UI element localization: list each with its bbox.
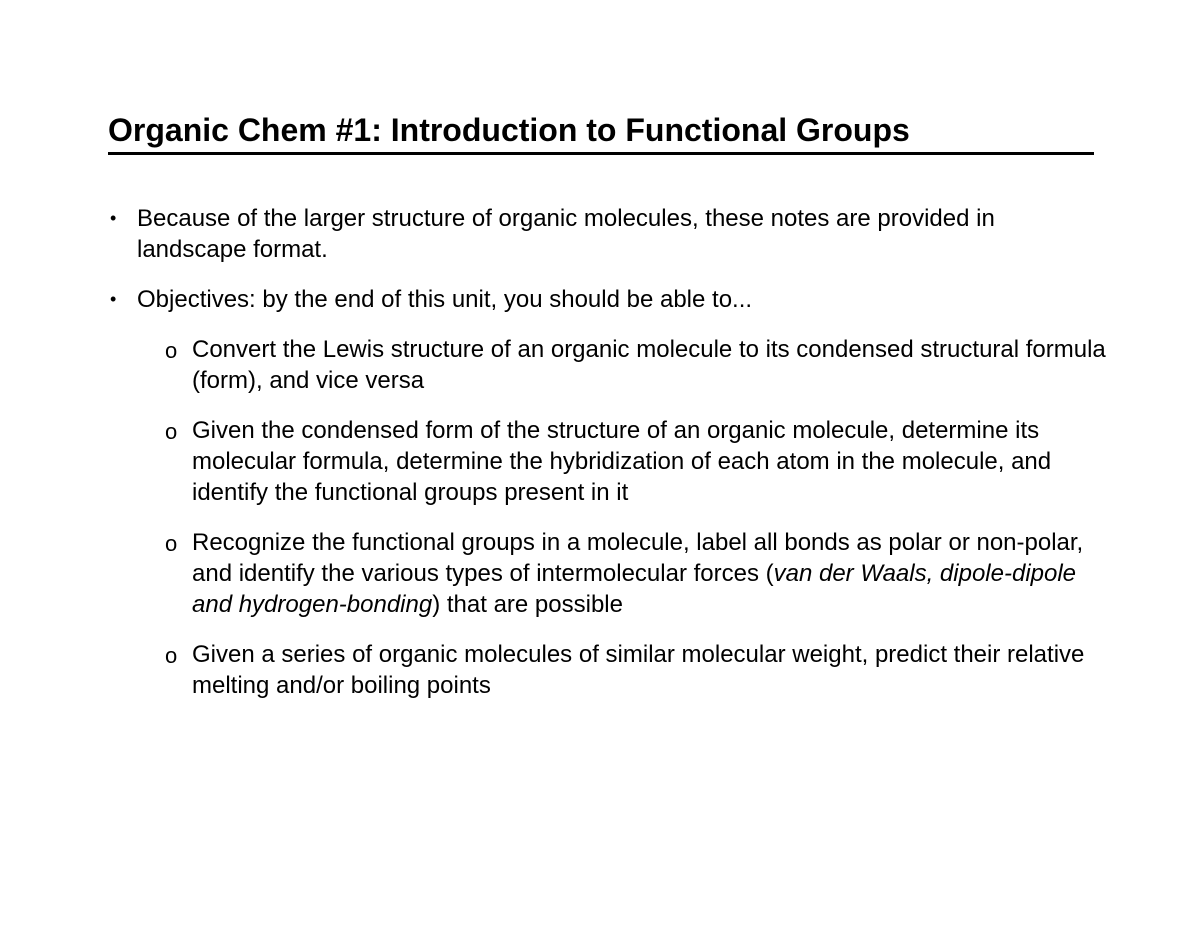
objective-text-italic: van der Waals, dipole-dipole and hydrogen-bonding: [192, 560, 1077, 618]
page-title: Organic Chem #1: Introduction to Functional Groups: [108, 112, 910, 148]
bullet-marker: •: [110, 289, 117, 309]
sub-bullet-marker: o: [165, 338, 178, 363]
objective-text: Given the condensed form of the structure of an organic molecule, determine its molecular formula, determine the hybridization of each atom in the molecule, and identify the functional groups present in it: [192, 417, 1052, 506]
objective-text: Given a series of organic molecules of similar molecular weight, predict their relative melting and/or boiling points: [192, 641, 1085, 699]
objective-text-before: Recognize the functional groups in a molecule, label all bonds as polar or non-polar, and identify the various types of intermolecular forces (: [192, 529, 1084, 587]
bullet-text: Objectives: by the end of this unit, you should be able to...: [137, 286, 753, 313]
objective-item: [108, 415, 1108, 508]
objectives-list: [108, 334, 1108, 701]
notes-content: [108, 203, 1108, 720]
objective-text-after: ) that are possible: [432, 591, 623, 618]
bullet-text: Because of the larger structure of organic molecules, these notes are provided in landscape format.: [137, 205, 995, 263]
objective-text: Convert the Lewis structure of an organic molecule to its condensed structural formula (form), and vice versa: [192, 336, 1106, 394]
bullet-objectives: [108, 284, 1108, 315]
sub-bullet-marker: o: [165, 643, 178, 668]
sub-bullet-marker: o: [165, 531, 178, 556]
sub-bullet-marker: o: [165, 419, 178, 444]
bullet-landscape-note: [108, 203, 1108, 265]
objective-item: [108, 527, 1108, 620]
bullet-marker: •: [110, 208, 117, 228]
objective-text: [192, 529, 1083, 618]
objective-item: [108, 334, 1108, 396]
title-block: [108, 110, 1094, 155]
objective-item: [108, 639, 1108, 701]
